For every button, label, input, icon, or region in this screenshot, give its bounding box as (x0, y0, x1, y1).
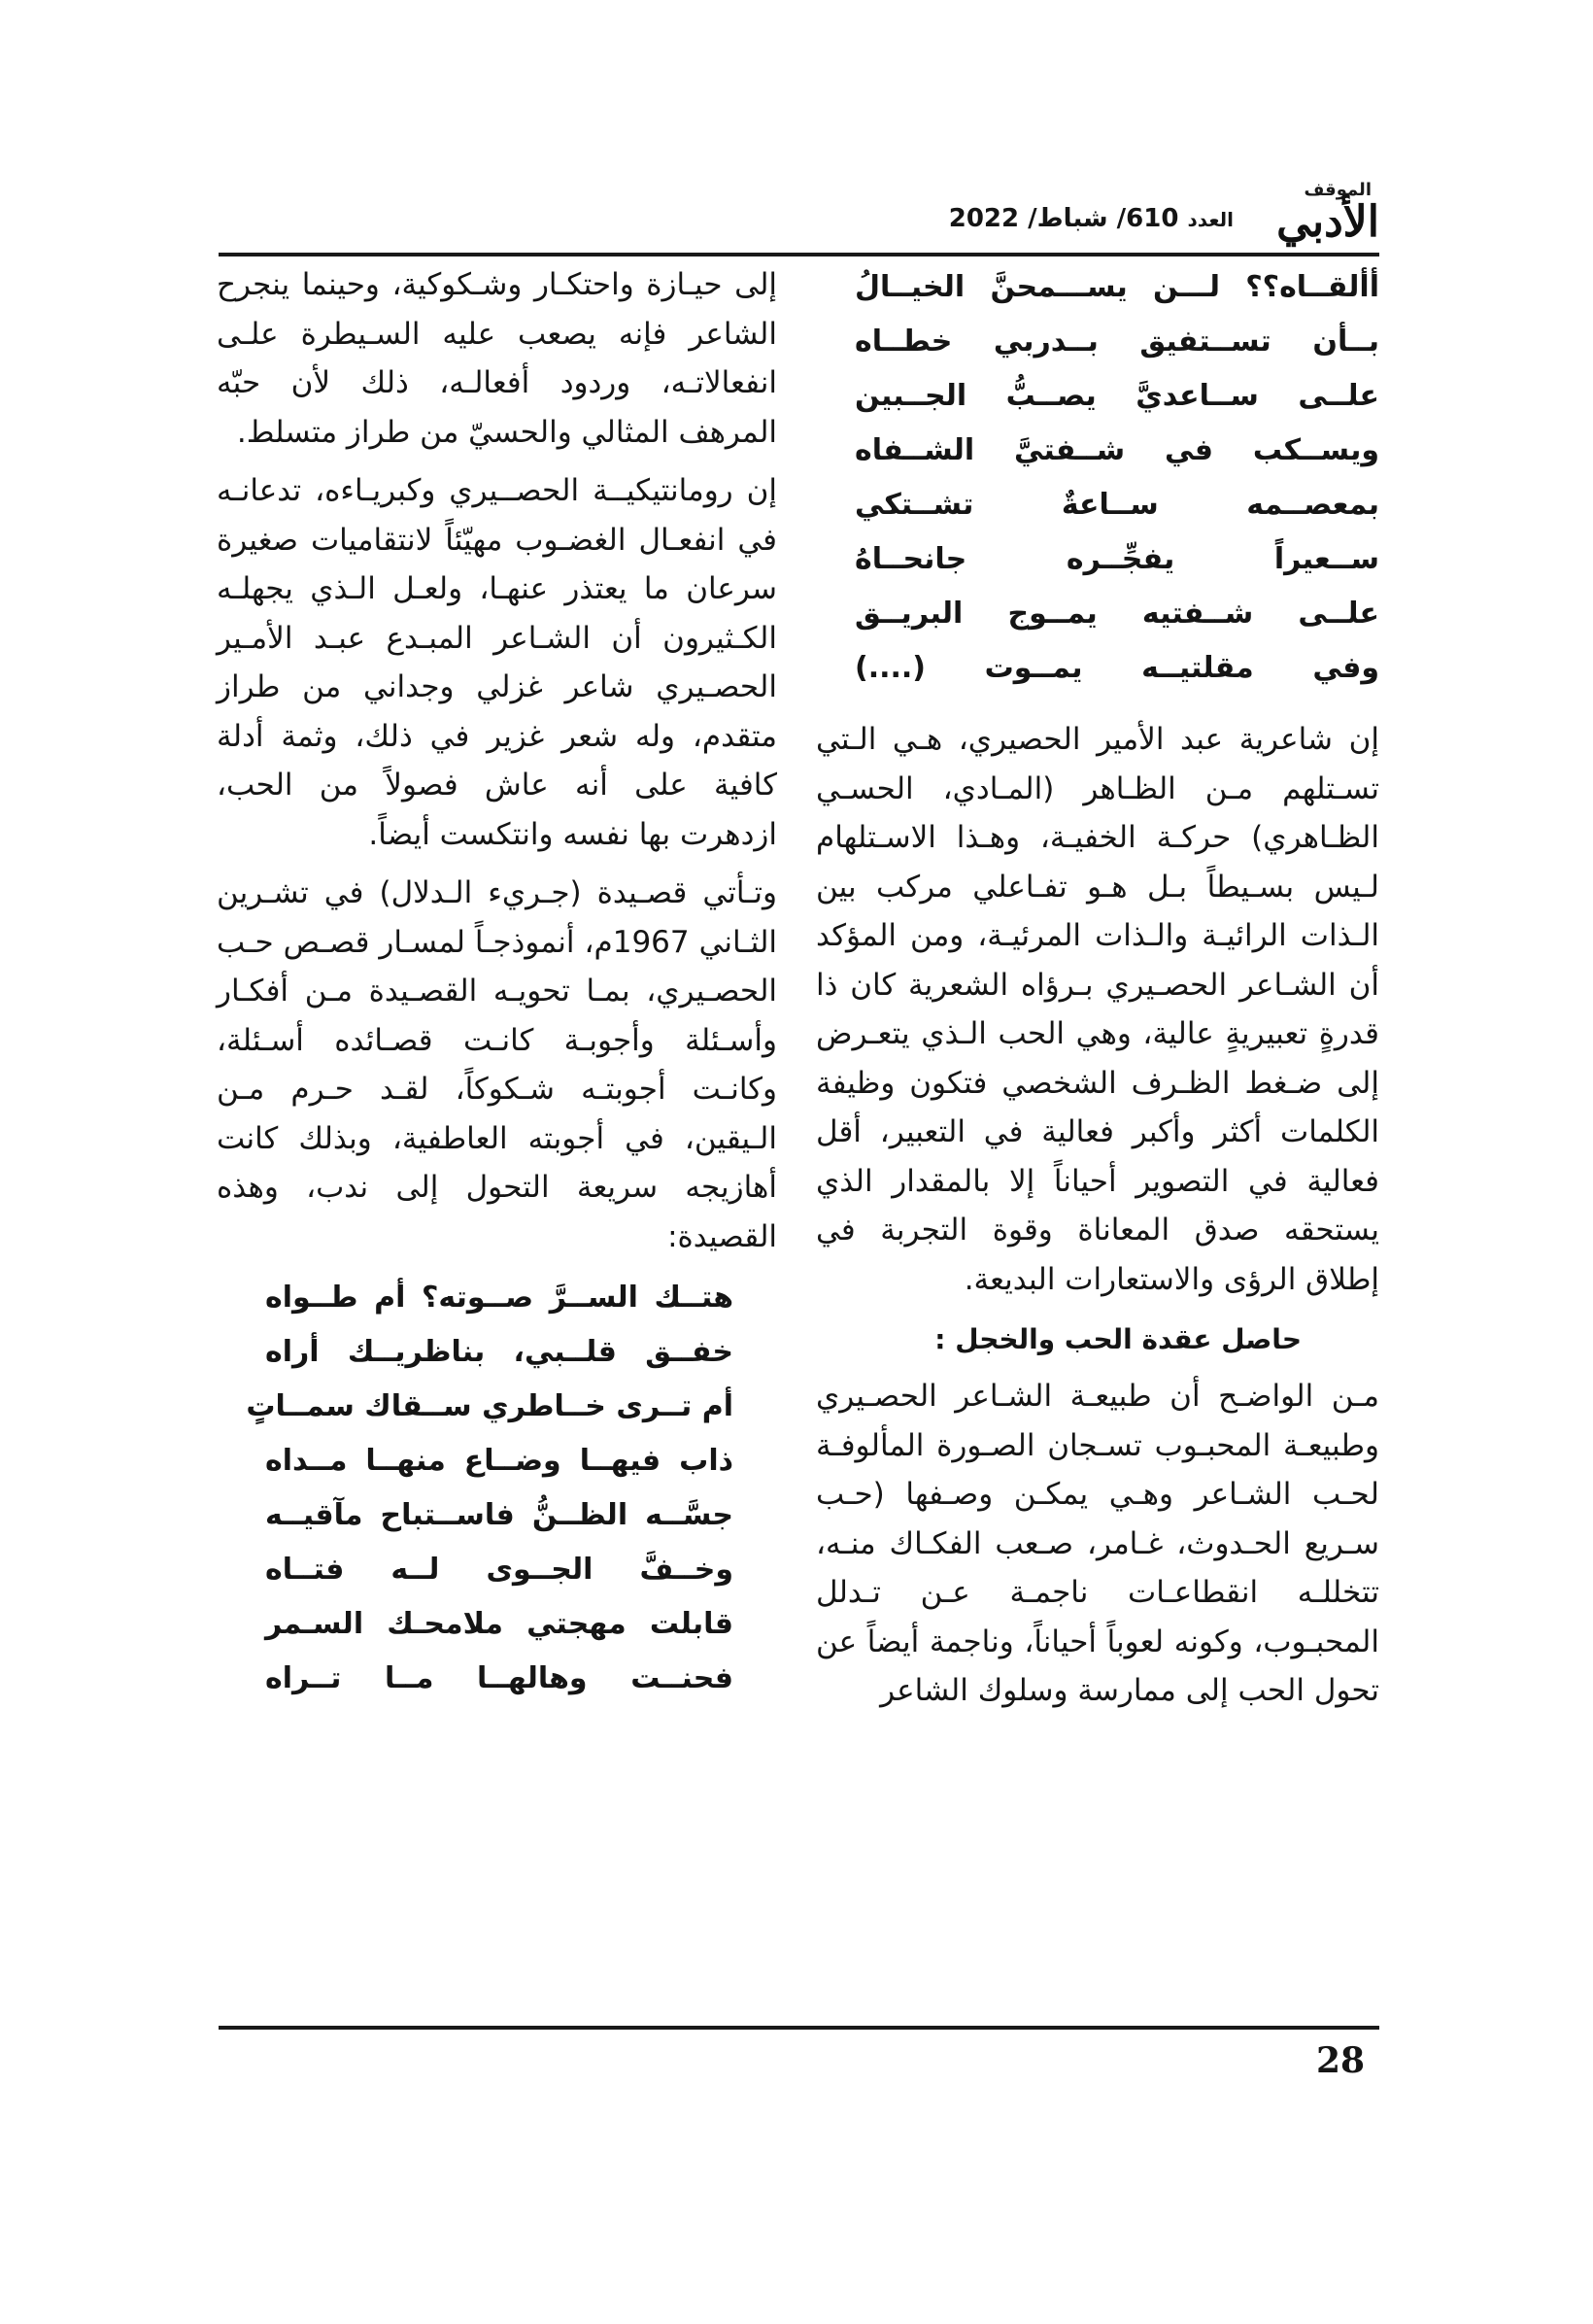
verse-line: ذاب فيهــا وضــاع منهــا مــداه (265, 1444, 733, 1478)
verse-line: وفي مقلتيــه يمــوت (....) (855, 651, 1379, 685)
verse-line: جسَّــه الظــنُّ فاســتباح مآقيــه (265, 1498, 733, 1532)
right-column (816, 260, 1379, 1726)
issue-info (949, 204, 1234, 233)
page-header (219, 180, 1379, 256)
magazine-logo (1258, 181, 1379, 249)
page-number: 28 (1315, 2040, 1366, 2081)
poem-excerpt-2 (217, 1271, 777, 1706)
issue-number-date: 610/ شباط/ 2022 (948, 204, 1179, 233)
verse-line: قابلت مهجتي ملامحـك السـمر (265, 1607, 733, 1641)
issue-label: العدد (1187, 208, 1234, 231)
verse-line: خفــق قلــبي، بناظريــك أراه (265, 1335, 733, 1369)
verse-line: علــى ســاعديَّ يصــبُّ الجــبين (855, 379, 1379, 413)
paragraph: إلى حيـازة واحتكـار وشـكوكية، وحينما ينجرح الشاعر فإنه يصعب عليه السـيطرة علـى انفعالاتـه، وردود أفعالـه، ذلك لأن حبّه المرهف المثالي والحسيّ من طراز متسلط. (217, 267, 777, 450)
verse-line: أألقــاه؟؟ لـــن يســـمحنَّ الخيــالُ (855, 270, 1379, 304)
verse-line: هتــك الســرَّ صــوته؟ أم طــواه (265, 1281, 733, 1315)
logo-title: الأدبي (1276, 197, 1379, 247)
paragraph: إن شاعرية عبد الأمير الحصيري، هـي الـتي تسـتلهم مـن الظـاهر (المـادي، الحسـي الظـاهري) حركـة الخفيـة، وهـذا الاسـتلهام لـيس بسـيطاً بـل هـو تفـاعلي مركب بين الـذات الرائيـة والـذات المرئيـة، ومن المؤكد أن الشـاعر الحصـيري بـرؤاه الشعرية كان ذا قدرةٍ تعبيريةٍ عالية، وهي الحب الـذي يتعـرض إلى ضـغط الظـرف الشخصي فتكون وظيفة الكلمات أكثر وأكبر فعالية في التعبير، أقل فعالية في التصوير أحياناً إلا بالمقدار الذي يستحقه صدق المعاناة وقوة التجربة في إطلاق الرؤى والاستعارات البديعة. (816, 722, 1379, 1297)
verse-line: بــأن تســتفيق بــدربي خطــاه (855, 325, 1379, 359)
paragraph: وتـأتي قصـيدة (جـريء الـدلال) في تشـرين الثـاني 1967م، أنموذجـاً لمسـار قصـص حـب الحصـيري، بمـا تحويـه القصـيدة مـن أفكـار وأسـئلة وأجوبـة كانـت قصـائده أسـئلة، وكانـت أجوبتـه شـكوكاً، لقـد حـرم مـن الـيقين، في أجوبته العاطفية، وبذلك كانت أهازيجه سريعة التحول إلى ندب، وهذه القصيدة: (217, 875, 777, 1254)
logo-small-text: الموقف (1304, 180, 1372, 200)
verse-line: أم تــرى خــاطري ســقاك سمــاتٍ (246, 1389, 733, 1423)
verse-line: وخــفَّ الجــوى لــه فتــاه (265, 1553, 733, 1587)
paragraph: مـن الواضـح أن طبيعـة الشـاعر الحصـيري وطبيعـة المحبـوب تسـجان الصـورة المألوفـة لحـب الشـاعر وهـي يمكـن وصـفها (حـب سـريع الحـدوث، غـامر، صـعب الفكـاك منـه، تتخللـه انقطاعـات ناجمـة عـن تـدلل المحبـوب، وكونه لعوباً أحياناً، وناجمة أيضاً عن تحول الحب إلى ممارسة وسلوك الشاعر (816, 1379, 1379, 1708)
footer-rule (219, 2026, 1379, 2030)
verse-line: ويســكب في شــفتيَّ الشــفاه (855, 433, 1379, 467)
section-heading: حاصل عقدة الحب والخجل : (934, 1323, 1302, 1355)
verse-line: فحنــت وهالهــا مــا تــراه (265, 1661, 733, 1695)
poem-excerpt-1 (816, 260, 1379, 696)
paragraph: إن رومانتيكيــة الحصــيري وكبريـاءه، تدعانـه في انفعـال الغضـوب مهيّئاً لانتقاميات صغيرة سرعان ما يعتذر عنهـا، ولعـل الـذي يجهلـه الكـثيرون أن الشـاعر المبـدع عبـد الأمـير الحصـيري شاعر غزلي وجداني من طراز متقدم، وله شعر غزير في ذلك، وثمة أدلة كافية على أنه عاش فصولاً من الحب، ازدهرت بها نفسه وانتكست أيضاً. (217, 473, 777, 852)
verse-line: ســعيراً يفجِّــره جانحــاهُ (855, 542, 1379, 576)
verse-line: علــى شــفتيه يمــوج البريــق (855, 597, 1379, 631)
left-column (217, 260, 777, 1724)
verse-line: بمعصــمه ســاعةٌ تشــتكي (855, 488, 1379, 522)
